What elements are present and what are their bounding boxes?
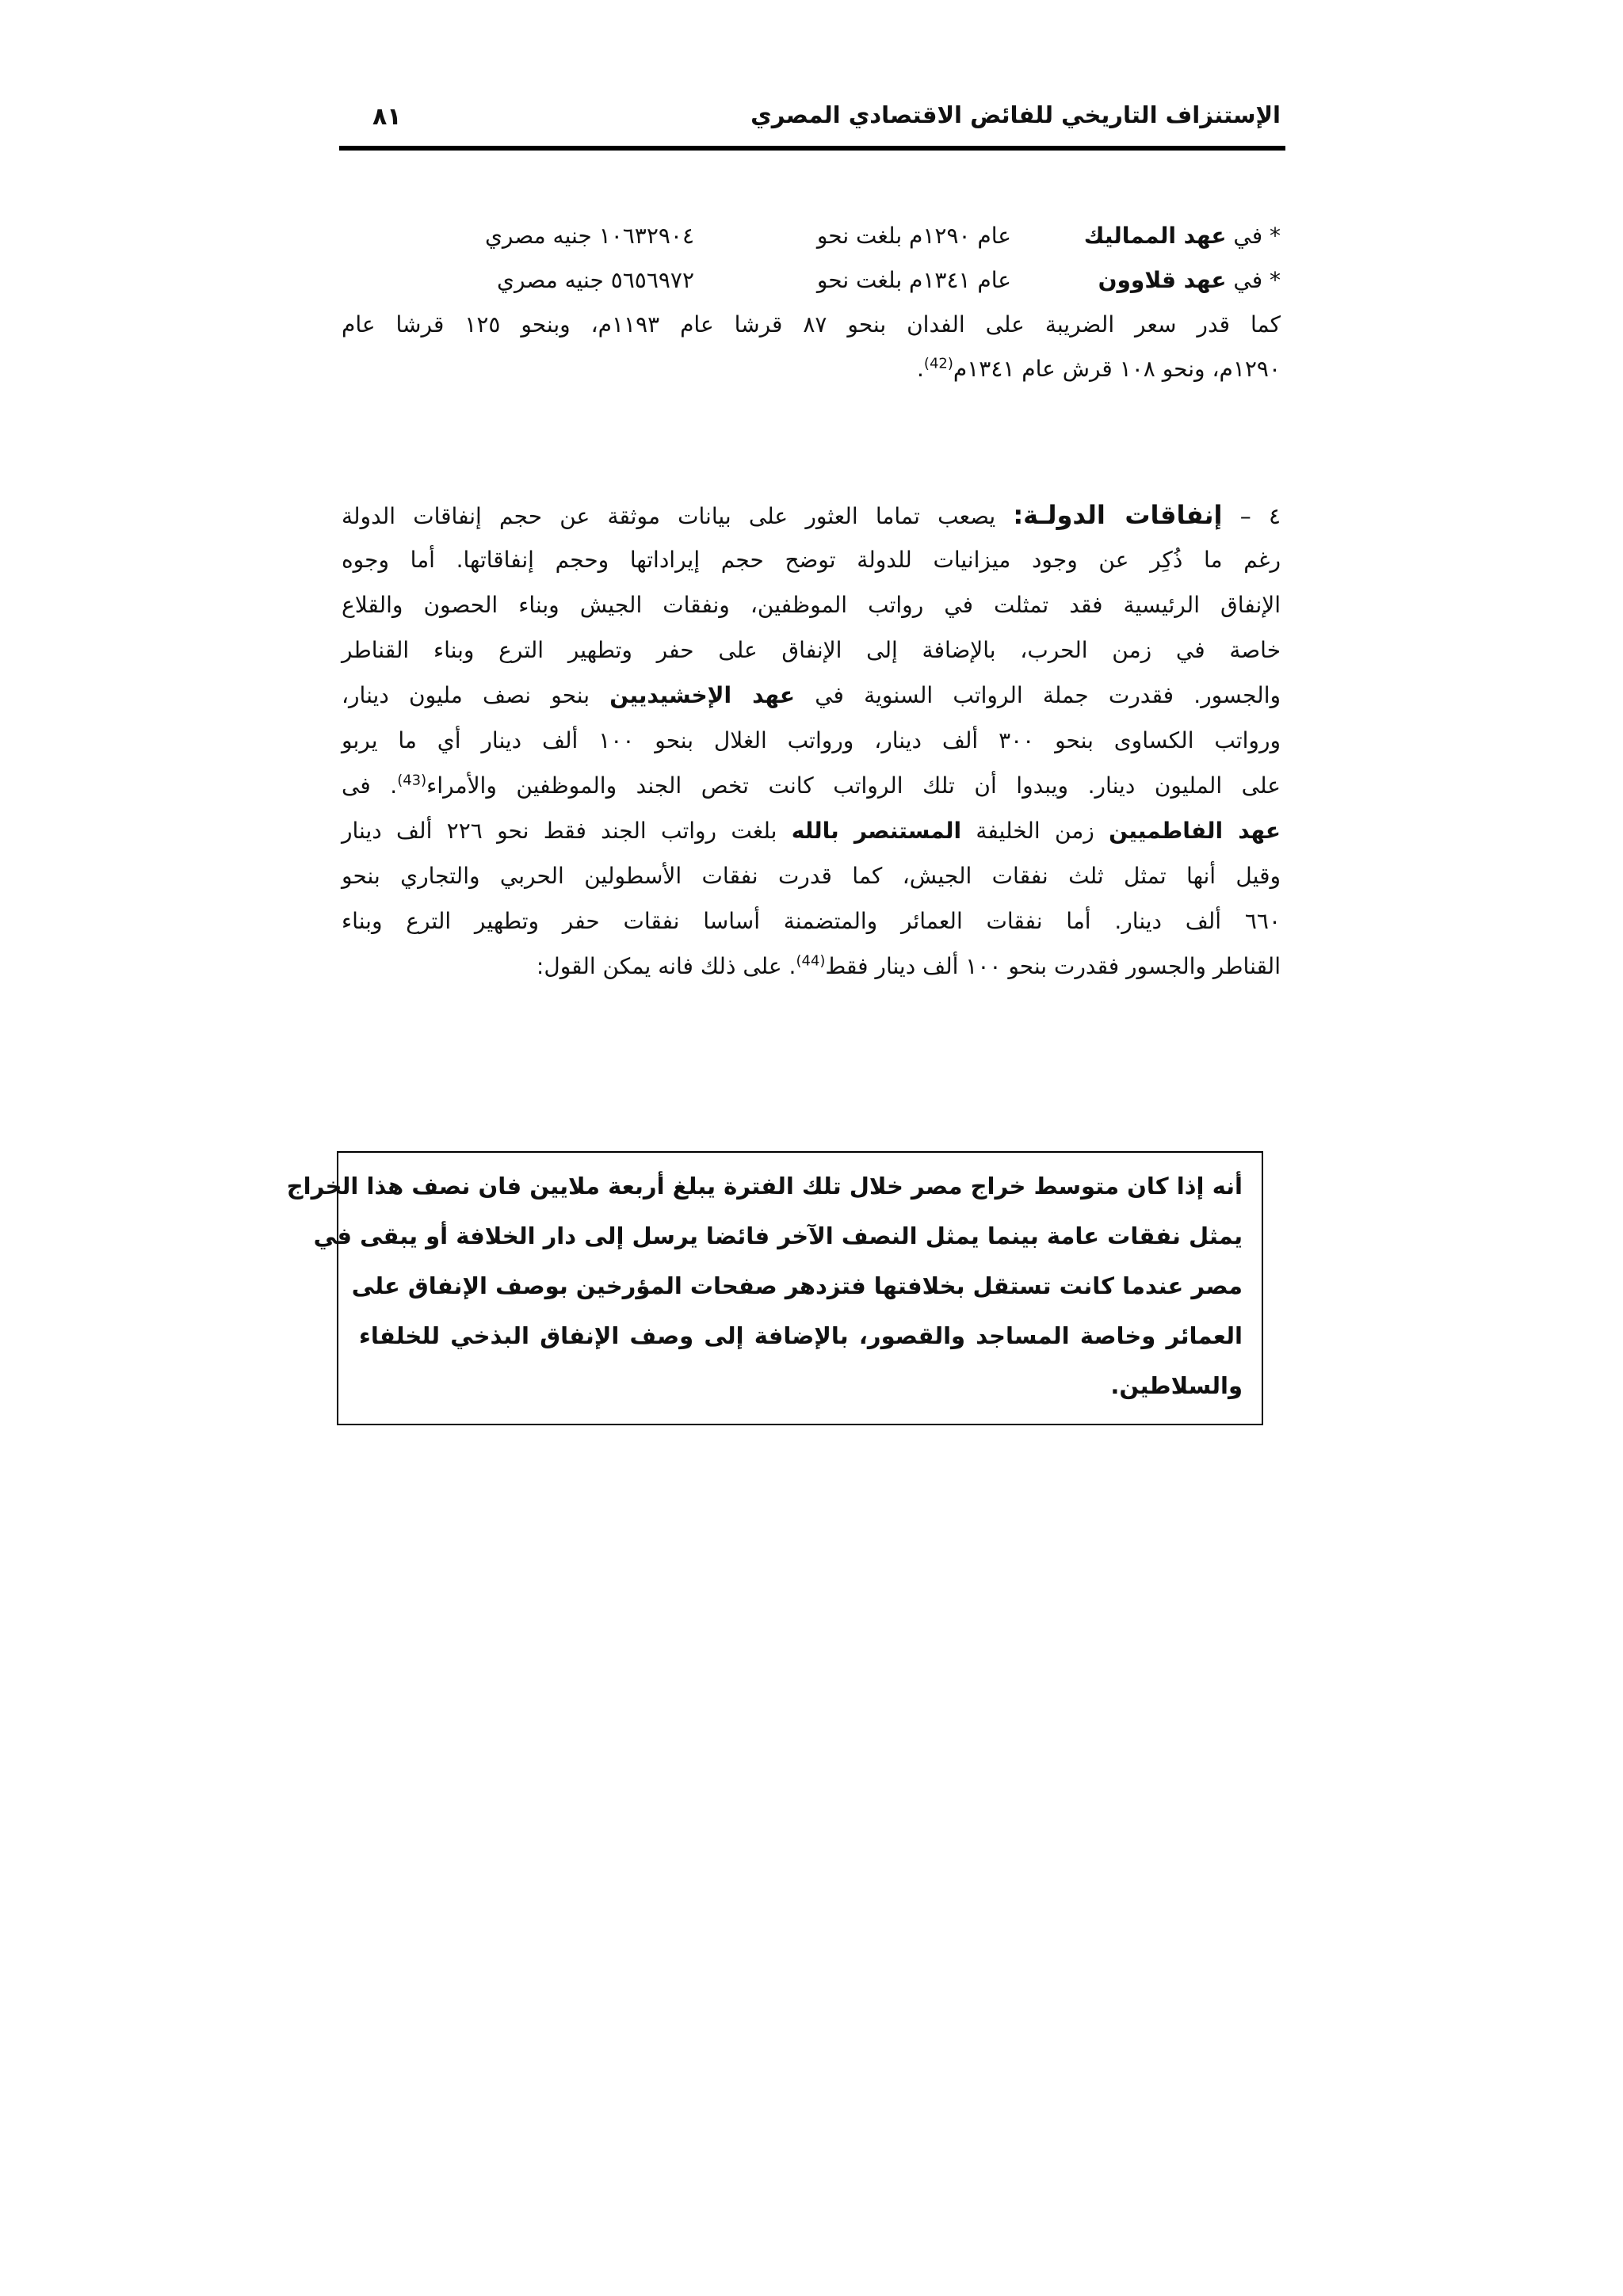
expenditures-line-10: ٦٦٠ ألف دينار. أما نفقات العمائر والمتضمنة أساسا نفقات حفر وتطهير الترع وبناء	[342, 908, 1281, 934]
expenditures-line-6: ورواتب الكساوى بنحو ٣٠٠ ألف دينار، ورواتب الغلال بنحو ١٠٠ ألف دينار أي ما يربو	[342, 727, 1281, 753]
ikhshidid-era: عهد الإخشيديين	[609, 682, 795, 708]
mamluk-era: عهد المماليك	[1083, 223, 1227, 249]
running-title: الإستنزاف التاريخي للفائض الاقتصادي المصري	[750, 101, 1281, 128]
expenditures-line-11: القناطر والجسور فقدرت بنحو ١٠٠ ألف دينار فقط$^{(44)}$. على ذلك فانه يمكن القول:	[536, 952, 1281, 979]
section-number: ٤ –	[1239, 503, 1281, 529]
expenditures-line-9: وقيل أنها تمثل ثلث نفقات الجيش، كما قدرت نفقات الأسطولين الحربي والتجاري بنحو	[342, 863, 1281, 889]
qalawun-amount: ٥٦٥٦٩٧٢ جنيه مصري	[497, 267, 694, 293]
qalawun-revenue-row	[342, 258, 1281, 303]
expenditures-line-7: على المليون دينار. ويبدوا أن تلك الرواتب كانت تخص الجند والموظفين والأمراء$^{(43)}$. فى	[342, 772, 1281, 799]
tax-line-2-text: ١٢٩٠م، ونحو ١٠٨ قرش عام ١٣٤١م	[953, 356, 1281, 382]
expenditures-line-2: رغم ما ذُكِر عن وجود ميزانيات للدولة توضح حجم إيراداتها وحجم إنفاقاتها. أما وجوه	[342, 547, 1281, 573]
conclusion-line-1: أنه إذا كان متوسط خراج مصر خلال تلك الفترة يبلغ أربعة ملايين فان نصف هذا الخراج	[286, 1173, 1243, 1199]
mamluk-revenue-row	[342, 214, 1281, 258]
footnote-ref-42: (42)	[923, 355, 953, 372]
conclusion-box	[286, 1151, 1263, 1425]
conclusion-line-5: والسلاطين.	[1110, 1372, 1243, 1399]
fatimid-era: عهد الفاطميين	[1109, 818, 1281, 844]
section-heading: إنفاقات الدولـة:	[1013, 500, 1223, 530]
qalawun-era: عهد قلاوون	[1098, 267, 1227, 293]
conclusion-line-2: يمثل نفقات عامة بينما يمثل النصف الآخر فائضا يرسل إلى دار الخلافة أو يبقى في	[313, 1222, 1243, 1249]
expenditures-line-1: ٤ – إنفاقات الدولـة: يصعب تماما العثور على بيانات موثقة عن حجم إنفاقات الدولة	[342, 500, 1281, 530]
caliph-name: المستنصر بالله	[791, 818, 962, 844]
page-number: ٨١	[372, 103, 402, 131]
revenues-section	[342, 214, 1281, 436]
expenditures-line-3: الإنفاق الرئيسية فقد تمثلت في رواتب الموظفين، ونفقات الجيش وبناء الحصون والقلاع	[342, 592, 1281, 618]
footnote-ref-43: (43)	[397, 772, 427, 789]
qalawun-year: عام ١٣٤١م بلغت نحو	[816, 267, 1011, 293]
qalawun-prefix: * في	[1233, 267, 1281, 293]
mamluk-amount: ١٠٦٣٢٩٠٤ جنيه مصري	[485, 223, 694, 249]
footnote-ref-44: (44)	[796, 952, 826, 970]
mamluk-year: عام ١٢٩٠م بلغت نحو	[816, 223, 1011, 249]
conclusion-line-4: العمائر وخاصة المساجد والقصور، بالإضافة إلى وصف الإنفاق البذخي للخلفاء	[359, 1322, 1243, 1349]
mamluk-prefix: * في	[1233, 223, 1281, 249]
expenditures-section	[342, 493, 1281, 1032]
header-rule	[339, 146, 1285, 151]
expenditures-line-8: عهد الفاطميين زمن الخليفة المستنصر بالله بلغت رواتب الجند فقط نحو ٢٢٦ ألف دينار	[342, 818, 1281, 844]
expenditures-line-5: والجسور. فقدرت جملة الرواتب السنوية في عهد الإخشيديين بنحو نصف مليون دينار،	[342, 682, 1281, 708]
tax-line-2: ١٢٩٠م، ونحو ١٠٨ قرش عام ١٣٤١م$^{(42)}$.	[917, 355, 1281, 382]
tax-line-1: كما قدر سعر الضريبة على الفدان بنحو ٨٧ قرشا عام ١١٩٣م، وبنحو ١٢٥ قرشا عام	[342, 311, 1281, 338]
expenditures-line-4: خاصة في زمن الحرب، بالإضافة إلى الإنفاق على حفر وتطهير الترع وبناء القناطر	[342, 637, 1281, 663]
conclusion-line-3: مصر عندما كانت تستقل بخلافتها فتزدهر صفحات المؤرخين بوصف الإنفاق على	[351, 1272, 1243, 1299]
